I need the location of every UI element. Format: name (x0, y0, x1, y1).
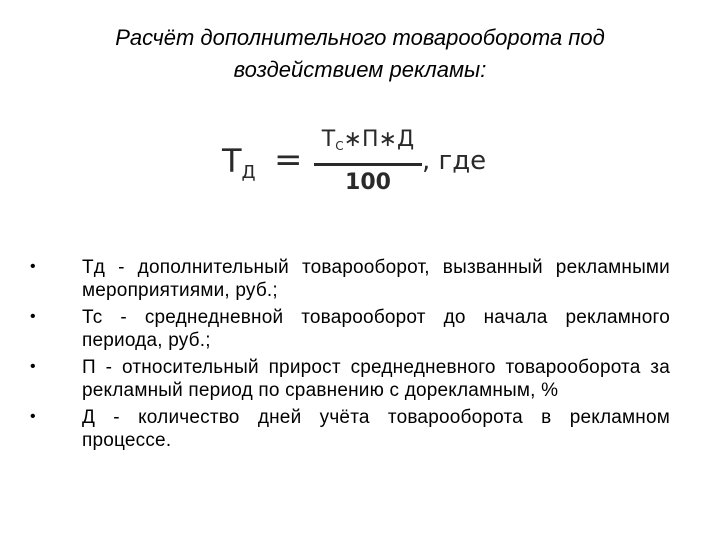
numerator-subscript: С (335, 139, 344, 153)
formula-lhs-symbol: Т (222, 142, 242, 180)
formula-equals: = (274, 140, 303, 180)
numerator-symbol: Т (321, 127, 336, 152)
formula-tail: , где (422, 146, 487, 176)
definition-item (30, 256, 670, 302)
definition-text: Тс - среднедневной товарооборот до начала рекламного периода, руб.; (82, 307, 670, 351)
definition-text: П - относительный прирост среднедневного товарооборота за рекламный период по сравнению с дорекламным, % (82, 357, 670, 401)
formula-denominator: 100 (345, 170, 391, 195)
definitions-list (30, 256, 670, 456)
formula-lhs-subscript: Д (241, 162, 256, 183)
formula-numerator (314, 126, 422, 160)
definition-item (30, 356, 670, 402)
title-line-1: Расчёт дополнительного товарооборота под (115, 25, 605, 50)
bullet: • (30, 308, 36, 325)
definition-item (30, 406, 670, 452)
numerator-rest: ∗П∗Д (343, 127, 415, 152)
fraction-bar (314, 163, 422, 166)
title-line-2: воздействием рекламы: (233, 57, 487, 82)
definition-text: Д - количество дней учёта товарооборота в рекламном процессе. (82, 407, 670, 451)
formula (222, 124, 512, 204)
formula-fraction (314, 126, 422, 196)
slide-title (60, 22, 660, 86)
bullet: • (30, 258, 36, 275)
definition-text: Тд - дополнительный товарооборот, вызванный рекламными мероприятиями, руб.; (82, 257, 670, 301)
bullet: • (30, 358, 36, 375)
bullet: • (30, 408, 36, 425)
formula-lhs (222, 142, 256, 183)
definition-item (30, 306, 670, 352)
